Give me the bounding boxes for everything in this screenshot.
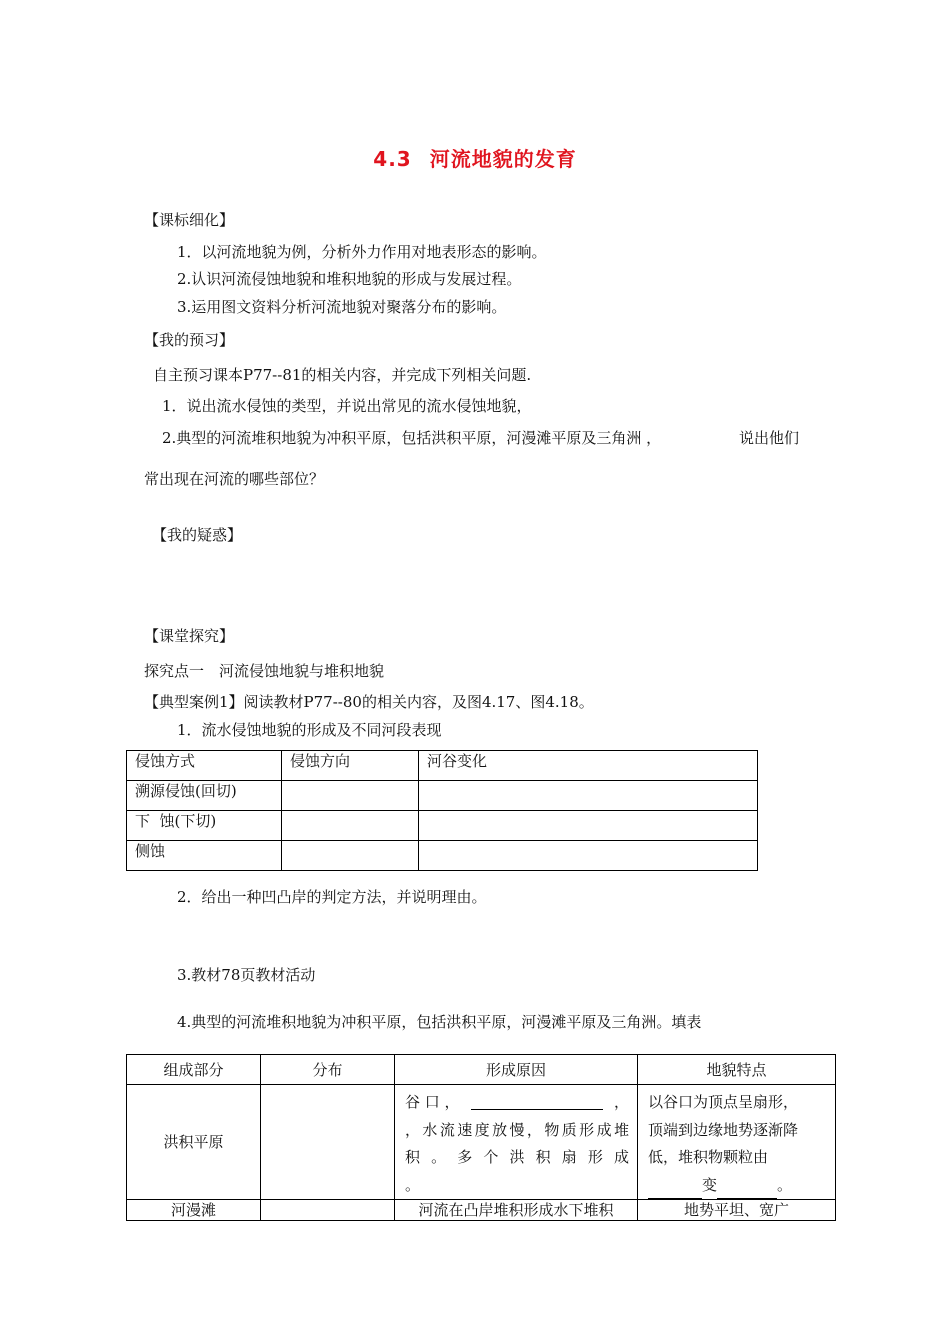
- inquiry-question-1: 1．流水侵蚀地貌的形成及不同河段表现: [177, 721, 442, 739]
- answer-cell[interactable]: [261, 1085, 395, 1200]
- preview-intro: 自主预习课本P77--81的相关内容，并完成下列相关问题.: [153, 366, 532, 384]
- table-row: [127, 811, 758, 841]
- table-header-cell: 河谷变化: [419, 751, 758, 781]
- answer-cell[interactable]: [261, 1200, 395, 1221]
- table-cell: 洪积平原: [127, 1085, 261, 1200]
- table-header-cell: 组成部分: [127, 1055, 261, 1085]
- answer-cell[interactable]: [419, 811, 758, 841]
- section-heading-preview: 【我的预习】: [144, 331, 235, 349]
- section-heading-doubts: 【我的疑惑】: [152, 526, 243, 544]
- preview-question-2-end: 常出现在河流的哪些部位？: [144, 470, 325, 488]
- fill-blank[interactable]: [648, 1178, 702, 1199]
- preview-question-2: 2.典型的河流堆积地貌为冲积平原，包括洪积平原，河漫滩平原及三角洲 ，: [162, 429, 662, 447]
- table-row: [127, 781, 758, 811]
- standard-item-1: 1．以河流地貌为例，分析外力作用对地表形态的影响。: [177, 243, 547, 261]
- cause-cell: 谷 口 ， ， ，水流速度放慢，物质形成堆 积 。 多 个 洪 积 扇 形 成 。: [395, 1085, 638, 1200]
- fill-blank[interactable]: [717, 1178, 777, 1199]
- table-cell: 侧蚀: [127, 841, 282, 871]
- table-header-cell: 侵蚀方向: [282, 751, 419, 781]
- table-header-cell: 地貌特点: [638, 1055, 836, 1085]
- feature-cell: 以谷口为顶点呈扇形， 顶端到边缘地势逐渐降 低，堆积物颗粒由 变 。: [638, 1085, 836, 1200]
- inquiry-question-3: 3.教材78页教材活动: [177, 966, 316, 984]
- typical-case-1: 【典型案例1】阅读教材P77--80的相关内容，及图4.17、图4.18。: [144, 693, 594, 711]
- table-header-cell: 侵蚀方式: [127, 751, 282, 781]
- table-cell: 河流在凸岸堆积形成水下堆积: [395, 1200, 638, 1221]
- section-heading-standards: 【课标细化】: [144, 211, 235, 229]
- answer-cell[interactable]: [419, 781, 758, 811]
- table-row: [127, 1085, 836, 1200]
- inquiry-question-2: 2．给出一种凹凸岸的判定方法，并说明理由。: [177, 888, 487, 906]
- table-cell: 下 蚀(下切): [127, 811, 282, 841]
- answer-cell[interactable]: [419, 841, 758, 871]
- table-cell: 溯源侵蚀(回切): [127, 781, 282, 811]
- table-header-cell: 分布: [261, 1055, 395, 1085]
- fill-blank[interactable]: [471, 1089, 603, 1110]
- preview-question-1: 1．说出流水侵蚀的类型，并说出常见的流水侵蚀地貌，: [162, 397, 532, 415]
- table-cell: 地势平坦、宽广: [638, 1200, 836, 1221]
- table-row: [127, 841, 758, 871]
- table-row: [127, 1200, 836, 1221]
- answer-cell[interactable]: [282, 841, 419, 871]
- table-header-cell: 形成原因: [395, 1055, 638, 1085]
- inquiry-question-4: 4.典型的河流堆积地貌为冲积平原，包括洪积平原，河漫滩平原及三角洲。填表: [177, 1013, 702, 1031]
- standard-item-2: 2.认识河流侵蚀地貌和堆积地貌的形成与发展过程。: [177, 270, 522, 288]
- answer-cell[interactable]: [282, 811, 419, 841]
- inquiry-point-1: 探究点一 河流侵蚀地貌与堆积地貌: [144, 662, 385, 680]
- section-heading-inquiry: 【课堂探究】: [144, 627, 235, 645]
- erosion-table: [126, 750, 758, 871]
- page-title: 4.3 河流地貌的发育: [373, 147, 577, 171]
- preview-question-2-cont: 说出他们: [739, 429, 800, 447]
- table-row: [127, 1055, 836, 1085]
- deposition-table: [126, 1054, 836, 1221]
- standard-item-3: 3.运用图文资料分析河流地貌对聚落分布的影响。: [177, 298, 507, 316]
- answer-cell[interactable]: [282, 781, 419, 811]
- table-row: [127, 751, 758, 781]
- table-cell: 河漫滩: [127, 1200, 261, 1221]
